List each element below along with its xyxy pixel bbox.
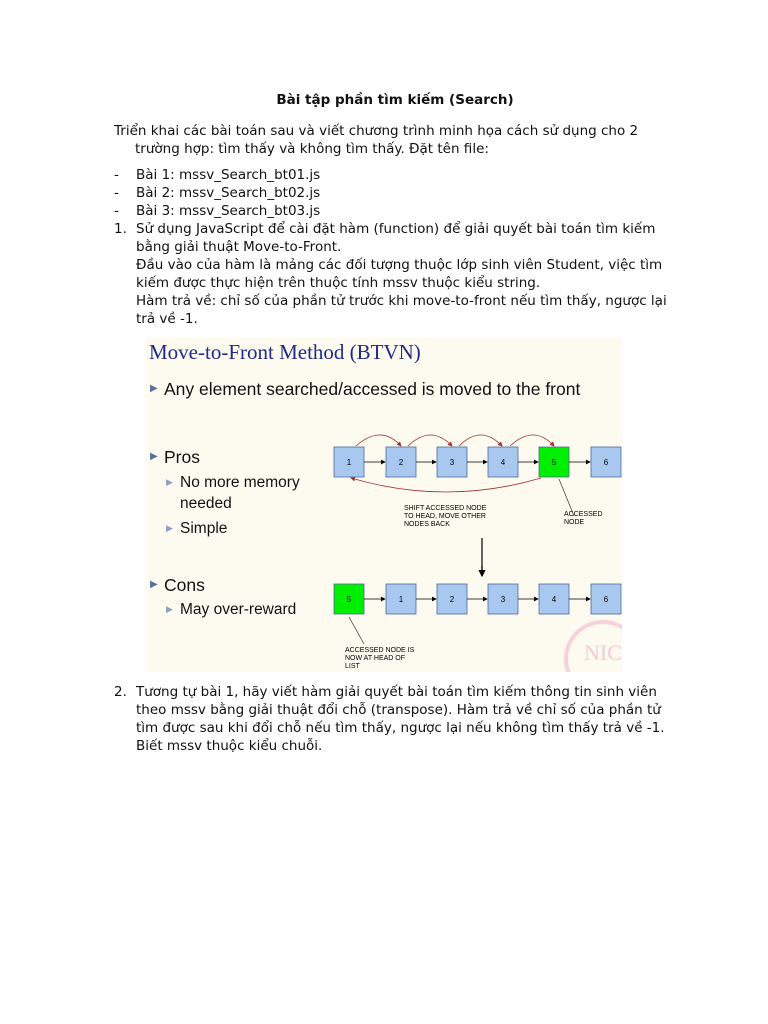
task-2 (114, 683, 684, 755)
intro-text: Triển khai các bài toán sau và viết chương trình minh họa cách sử dụng cho 2 trường hợp: tìm thấy và không tìm thấy. Đặt tên file: (114, 123, 639, 157)
head-note: LIST (345, 663, 360, 670)
accessed-note: NODE (564, 519, 585, 526)
shift-note: TO HEAD, MOVE OTHER (404, 513, 486, 520)
bottom-node-label: 6 (603, 595, 609, 604)
file-list-item (114, 202, 694, 220)
bottom-node-label: 5 (346, 595, 352, 604)
task-2-number: 2. (114, 684, 127, 700)
slide-title: Move-to-Front Method (BTVN) (149, 340, 421, 364)
top-list (334, 447, 621, 477)
watermark-logo: NIC (564, 620, 622, 672)
cons-label: Cons (164, 575, 205, 595)
top-node-label: 1 (346, 458, 352, 467)
task-1-body (114, 220, 684, 328)
triangle-bullet-icon: ▶ (166, 523, 173, 533)
dash-marker: - (114, 185, 119, 201)
bottom-node-label: 4 (551, 595, 557, 604)
triangle-bullet-icon: ▶ (150, 383, 158, 394)
file-list-item (114, 184, 694, 202)
dash-marker: - (114, 167, 119, 183)
curve-arrow (356, 435, 401, 446)
top-node-label: 5 (551, 458, 557, 467)
curve-arrow (459, 435, 502, 446)
intro-paragraph (114, 122, 674, 158)
bottom-list (334, 584, 621, 614)
task-1-line-3: Hàm trả về: chỉ số của phần tử trước khi move-to-front nếu tìm thấy, ngược lại trả về -1. (136, 293, 667, 327)
top-node-label: 6 (603, 458, 609, 467)
top-node-label: 3 (449, 458, 455, 467)
slide-bullet-text: Any element searched/accessed is moved to the front (164, 379, 581, 399)
slide-image (146, 338, 622, 672)
pros-item-text: No more memory needed (180, 474, 300, 512)
triangle-bullet-icon: ▶ (150, 579, 158, 590)
head-note: ACCESSED NODE IS (345, 647, 415, 654)
file-list-item (114, 166, 694, 184)
task-1-line-2: Đầu vào của hàm là mảng các đối tượng thuộc lớp sinh viên Student, việc tìm kiếm được thực hiện trên thuộc tính mssv thuộc kiểu string. (136, 257, 663, 291)
top-node-label: 2 (398, 458, 404, 467)
triangle-bullet-icon: ▶ (166, 604, 173, 614)
head-note: NOW AT HEAD OF (345, 655, 406, 662)
pros-label: Pros (164, 447, 200, 467)
cons-item-text: May over-reward (180, 601, 297, 618)
curve-arrow (510, 435, 554, 446)
triangle-bullet-icon: ▶ (166, 477, 173, 487)
bottom-node-label: 3 (500, 595, 506, 604)
document-title: Bài tập phần tìm kiếm (Search) (276, 92, 514, 108)
task-1 (114, 220, 684, 328)
dash-marker: - (114, 203, 119, 219)
shift-note: SHIFT ACCESSED NODE (404, 505, 487, 512)
move-to-front-diagram (146, 338, 622, 672)
task-1-number: 1. (114, 221, 127, 237)
file-name: Bài 2: mssv_Search_bt02.js (136, 185, 321, 201)
bottom-node-label: 1 (398, 595, 404, 604)
curve-arrow-back (351, 478, 541, 492)
accessed-note: ACCESSED (564, 511, 603, 518)
top-node-label: 4 (500, 458, 506, 467)
shift-note: NODES BACK (404, 521, 450, 528)
head-pointer (349, 617, 364, 644)
task-1-line-1: Sử dụng JavaScript để cài đặt hàm (function) để giải quyết bài toán tìm kiếm bằng giải thuật Move-to-Front. (136, 221, 656, 255)
pros-item-text: Simple (180, 520, 228, 537)
triangle-bullet-icon: ▶ (150, 451, 158, 462)
file-list (114, 166, 694, 220)
task-2-body (114, 683, 684, 755)
bottom-node-label: 2 (449, 595, 455, 604)
task-2-text: Tương tự bài 1, hãy viết hàm giải quyết bài toán tìm kiếm thông tin sinh viên theo mssv bằng giải thuật đổi chỗ (transpose). Hàm trả về chỉ số của phần tử tìm được sau khi đổi chỗ nếu tìm thấy, ngược lại nếu không tìm thấy trả về -1. Biết mssv thuộc kiểu chuỗi. (136, 684, 665, 754)
file-name: Bài 1: mssv_Search_bt01.js (136, 167, 321, 183)
curve-arrow (408, 435, 452, 446)
file-name: Bài 3: mssv_Search_bt03.js (136, 203, 321, 219)
